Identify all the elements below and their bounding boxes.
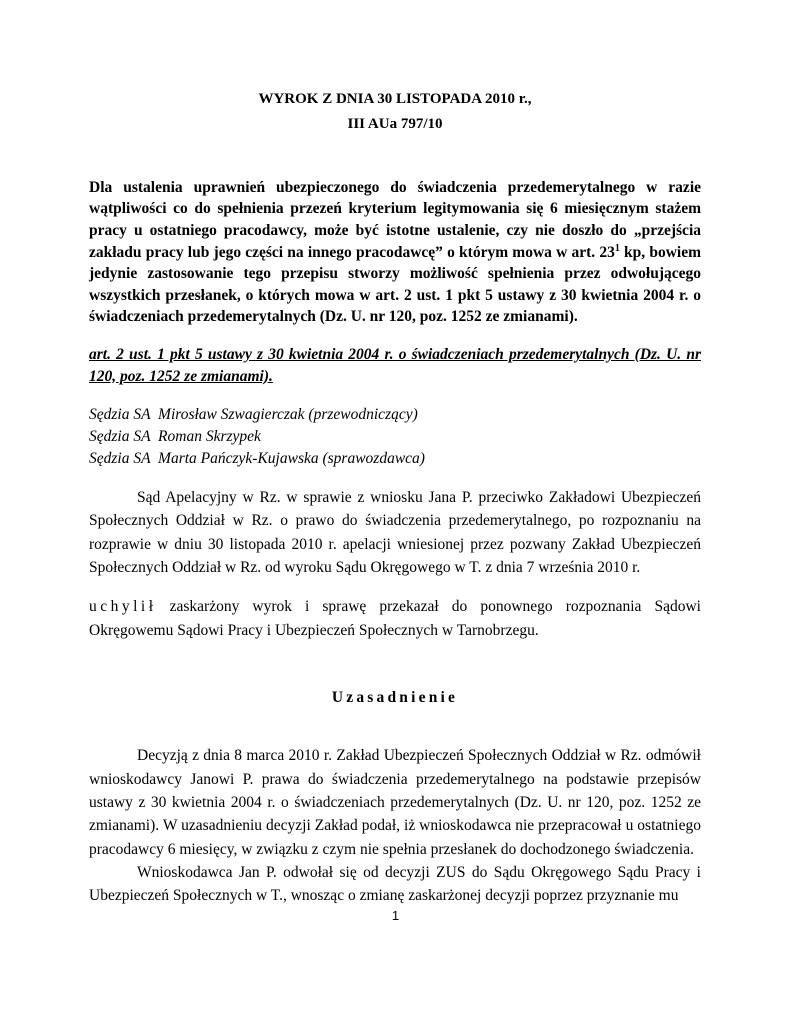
legal-basis: art. 2 ust. 1 pkt 5 ustawy z 30 kwietnia 2004 r. o świadczeniach przedemerytalnych (Dz. U. nr 120, poz. 1252 ze zmianami). [89,345,701,385]
thesis-superscript: 1 [614,242,620,254]
justification-heading: Uzasadnienie [331,688,459,706]
ruling-paragraph [89,595,701,642]
judgment-title: WYROK Z DNIA 30 LISTOPADA 2010 r., [258,91,532,107]
ruling-text: zaskarżony wyrok i sprawę przekazał do ponownego rozpoznania Sądowi Okręgowemu Sądowi Pracy i Ubezpieczeń Społecznych w Tarnobrzegu. [89,598,701,639]
judge-entry: Sędzia SA Roman Skrzypek [89,428,261,446]
thesis-text-part2: kp, bowiem jedynie zastosowanie tego przepisu stworzy możliwość spełnienia przez odwołującego wszystkich przesłanek, o których mowa w art. 2 ust. 1 pkt 5 ustawy z 30 kwietnia 2004 r. o świadczeniach przedemerytalnych (Dz. U. nr 120, poz. 1252 ze zmianami). [89,243,701,326]
justification-paragraph-2: Wnioskodawca Jan P. odwołał się od decyzji ZUS do Sądu Okręgowego Sądu Pracy i Ubezpieczeń Społecznych w T., wnosząc o zmianę zaskarżonej decyzji poprzez przyznanie mu [89,863,701,905]
page-number: 1 [391,908,400,923]
case-number: III AUa 797/10 [347,116,443,133]
judge-entry: Sędzia SA Mirosław Szwagierczak (przewodniczący) [89,406,418,424]
judges-list [89,404,701,470]
justification-paragraph-1: Decyzją z dnia 8 marca 2010 r. Zakład Ubezpieczeń Społecznych Oddział w Rz. odmówił wnioskodawcy Janowi P. prawa do świadczenia przedemerytalnego na podstawie przepisów ustawy z 30 kwietnia 2004 r. o świadczeniach przedemerytalnych (Dz. U. nr 120, poz. 1252 ze zmianami). W uzasadnieniu decyzji Zakład podał, iż wnioskodawca nie przepracował u ostatniego pracodawcy 6 miesięcy, w związku z czym nie spełnia przesłanek do dochodzonego świadczenia. [89,747,701,858]
intro-paragraph: Sąd Apelacyjny w Rz. w sprawie z wniosku Jana P. przeciwko Zakładowi Ubezpieczeń Społecznych Oddział w Rz. o prawo do świadczenia przedemerytalnego, po rozpoznaniu na rozprawie w dniu 30 listopada 2010 r. apelacji wniesionej przez pozwany Zakład Ubezpieczeń Społecznych Oddział w Rz. od wyroku Sądu Okręgowego w T. z dnia 7 września 2010 r. [89,489,701,577]
document-body [89,88,701,907]
thesis-paragraph [89,177,701,328]
judge-entry: Sędzia SA Marta Pańczyk-Kujawska (sprawozdawca) [89,450,425,468]
thesis-text-part1: Dla ustalenia uprawnień ubezpieczonego do świadczenia przedemerytalnego w razie wątpliwości co do spełnienia przezeń kryterium legitymowania się 6 miesięcznym stażem pracy u ostatniego pracodawcy, może być istotne ustalenie, czy nie doszło do „przejścia zakładu pracy lub jego części na innego pracodawcę” o którym mowa w art. 23 [89,178,701,261]
ruling-verb: uchylił [89,598,157,616]
